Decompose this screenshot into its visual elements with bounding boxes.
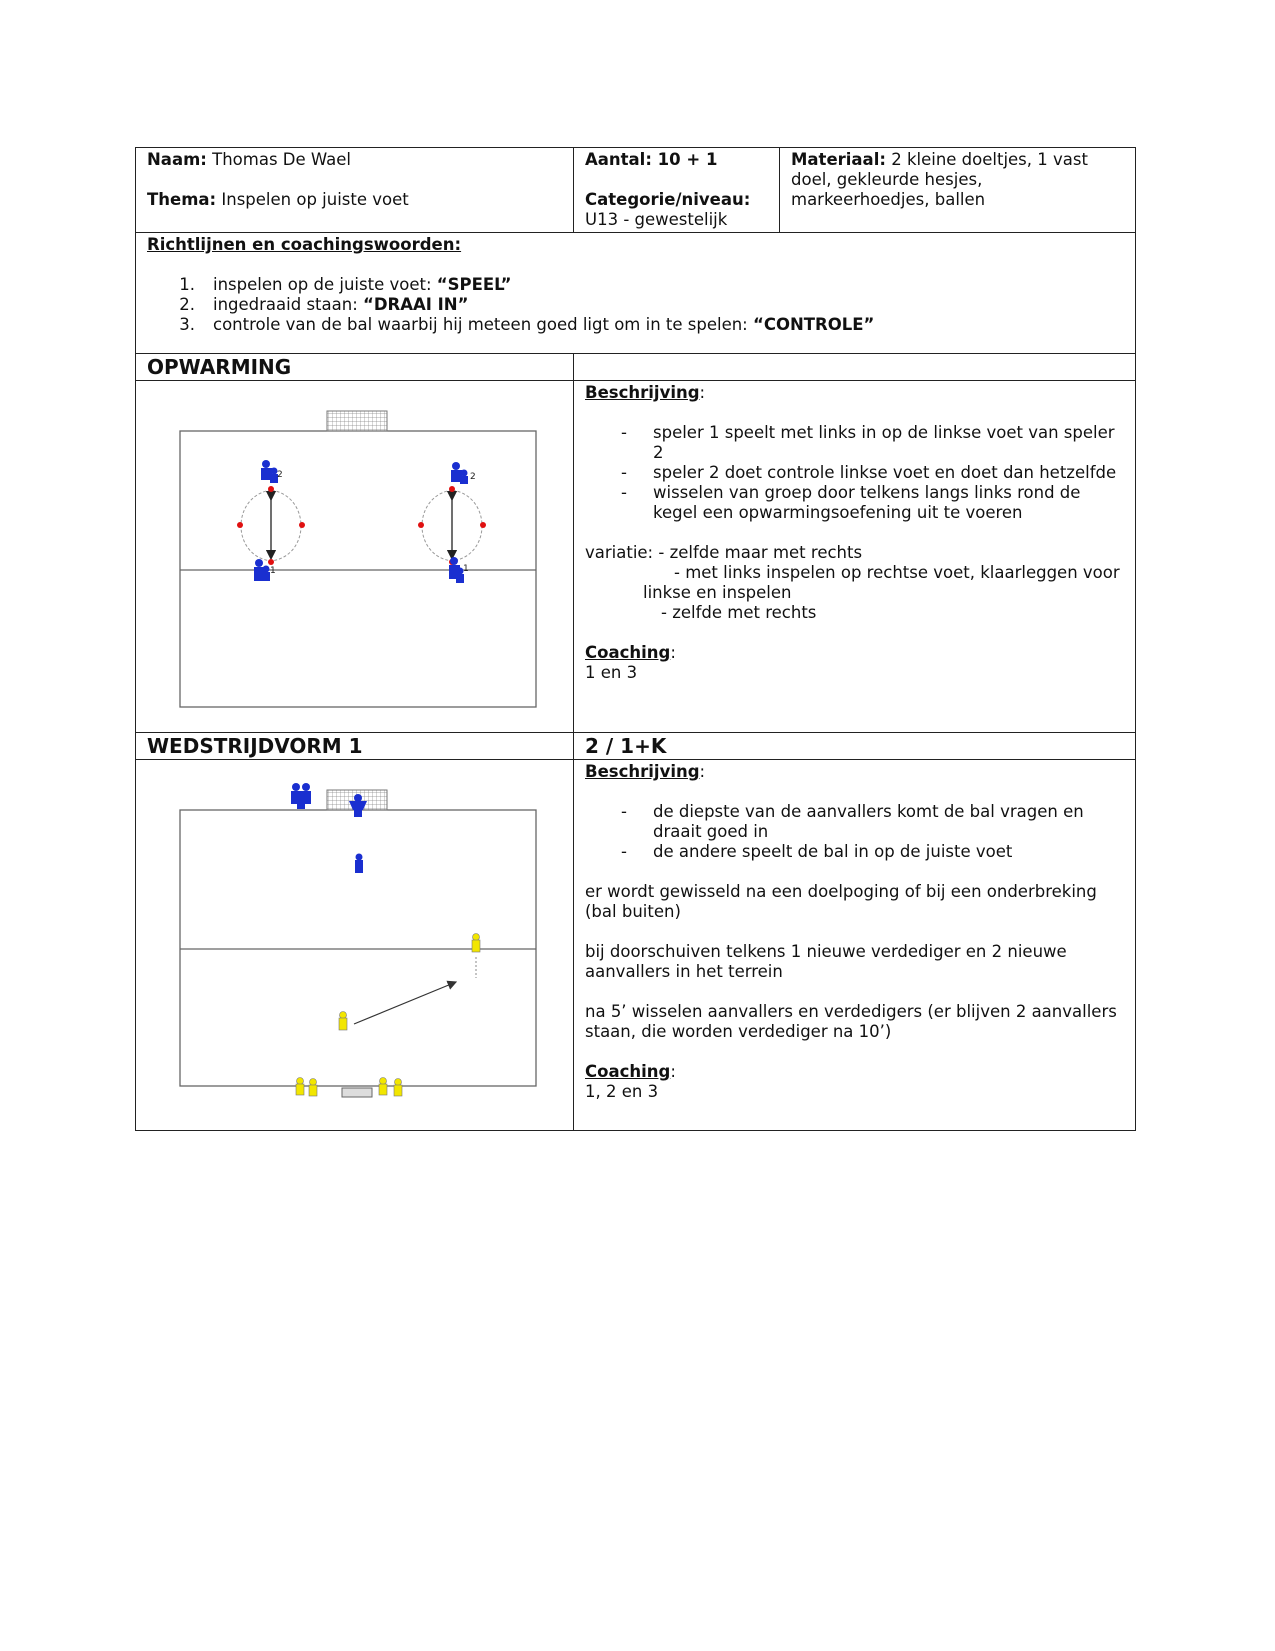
attacker-icon bbox=[472, 934, 480, 953]
naam-label: Naam: bbox=[147, 150, 207, 169]
list-item: - de andere speelt de bal in op de juiste voet bbox=[621, 842, 1013, 861]
cone-icon bbox=[449, 486, 455, 492]
match-pitch bbox=[180, 810, 536, 1086]
list-item: - speler 2 doet controle linkse voet en doet dan hetzelfde bbox=[621, 463, 1117, 482]
warmup-desc-list bbox=[585, 423, 1124, 523]
warmup-goal bbox=[327, 411, 387, 431]
match-desc-list bbox=[585, 802, 1124, 862]
warmup-diagram-cell bbox=[136, 381, 574, 733]
materiaal-label: Materiaal: bbox=[791, 150, 886, 169]
guidelines-title: Richtlijnen en coachingswoorden: bbox=[147, 235, 462, 254]
match-diagram-cell bbox=[136, 760, 574, 1131]
aantal-categorie-cell bbox=[574, 148, 780, 233]
warmup-coaching-label: Coaching bbox=[585, 643, 671, 662]
match-description-cell: Beschrijving: - de diepste van de aanvallers komt de bal vragen en draait goed in - de andere speelt de bal in op de juiste voet er wordt gewisseld na een doelpoging of bij een onderbreking (bal buiten) bij doorschuiven telkens 1 nieuwe verdediger en 2 nieuwe aanvallers in het terrein na 5’ wisselen aanvallers en verdedigers (er blijven 2 aanvallers staan, die worden verdediger na 10’) Coaching: 1, 2 en 3 bbox=[574, 760, 1136, 1131]
warmup-circuit-left bbox=[237, 460, 305, 581]
player-label-1: 1 bbox=[463, 564, 469, 574]
defender-icon bbox=[355, 854, 363, 874]
player-label-1: 1 bbox=[270, 566, 276, 576]
attacker-icon bbox=[339, 1012, 347, 1031]
guideline-item: 1. inspelen op de juiste voet: “SPEEL” bbox=[179, 275, 512, 294]
warmup-diagram bbox=[136, 381, 572, 727]
cone-icon bbox=[299, 522, 305, 528]
match-title: WEDSTRIJDVORM 1 bbox=[136, 733, 574, 760]
cone-icon bbox=[418, 522, 424, 528]
warmup-pitch bbox=[180, 431, 536, 707]
player-label-2: 2 bbox=[470, 472, 476, 482]
guidelines-cell bbox=[136, 233, 1136, 354]
warmup-description-cell: Beschrijving: - speler 1 speelt met links in op de linkse voet van speler 2 - speler 2 doet controle linkse voet en doet dan hetzelfde - wisselen van groep door telkens langs links rond de kegel een opwarmingsoefening uit te voeren variatie: - zelfde maar met rechts - met links inspelen op rechtse voet, klaarleggen voor linkse en inspelen - zelfde met rechts Coaching: 1 en 3 bbox=[574, 381, 1136, 733]
match-desc-label: Beschrijving bbox=[585, 762, 700, 781]
naam-thema-cell bbox=[136, 148, 574, 233]
match-paragraph: er wordt gewisseld na een doelpoging of bij een onderbreking (bal buiten) bbox=[585, 882, 1097, 921]
variatie-line: linkse en inspelen bbox=[643, 583, 792, 602]
cone-icon bbox=[268, 559, 274, 565]
guideline-keyword: “CONTROLE” bbox=[753, 315, 875, 334]
player-label-2: 2 bbox=[277, 470, 283, 480]
thema-value: Inspelen op juiste voet bbox=[221, 190, 409, 209]
guideline-item: 2. ingedraaid staan: “DRAAI IN” bbox=[179, 295, 469, 314]
variatie-line: - met links inspelen op rechtse voet, klaarleggen voor bbox=[674, 563, 1120, 582]
variatie-line: - zelfde met rechts bbox=[661, 603, 817, 622]
list-item: - speler 1 speelt met links in op de linkse voet van speler 2 bbox=[621, 423, 1115, 462]
match-paragraph: bij doorschuiven telkens 1 nieuwe verdediger en 2 nieuwe aanvallers in het terrein bbox=[585, 942, 1067, 981]
thema-label: Thema: bbox=[147, 190, 217, 209]
variatie-line: variatie: - zelfde maar met rechts bbox=[585, 543, 863, 562]
guideline-item: 3. controle van de bal waarbij hij meteen goed ligt om in te spelen: “CONTROLE” bbox=[179, 315, 875, 334]
match-coaching-value: 1, 2 en 3 bbox=[585, 1082, 659, 1101]
materiaal-cell bbox=[780, 148, 1136, 233]
training-sheet bbox=[135, 147, 1135, 1131]
waiting-players-blue bbox=[291, 783, 311, 809]
player-icon bbox=[449, 557, 464, 583]
small-goal bbox=[342, 1088, 372, 1097]
cone-icon bbox=[480, 522, 486, 528]
warmup-coaching-value: 1 en 3 bbox=[585, 663, 638, 682]
match-format: 2 / 1+K bbox=[574, 733, 1136, 760]
guidelines-list bbox=[147, 275, 1124, 335]
aantal-label: Aantal: 10 + 1 bbox=[585, 150, 718, 169]
cone-icon bbox=[237, 522, 243, 528]
guideline-keyword: “SPEEL” bbox=[436, 275, 512, 294]
guideline-keyword: “DRAAI IN” bbox=[363, 295, 469, 314]
match-coaching-label: Coaching bbox=[585, 1062, 671, 1081]
materiaal-value: 2 kleine doeltjes, 1 vast doel, gekleurde hesjes, markeerhoedjes, ballen bbox=[791, 150, 1088, 209]
player-icon bbox=[451, 462, 468, 484]
pass-arrow bbox=[354, 982, 456, 1024]
warmup-title-empty bbox=[574, 354, 1136, 381]
match-paragraph: na 5’ wisselen aanvallers en verdedigers (er blijven 2 aanvallers staan, die worden verdediger na 10’) bbox=[585, 1002, 1117, 1041]
categorie-value: U13 - gewestelijk bbox=[585, 210, 728, 229]
warmup-circuit-right bbox=[418, 462, 486, 583]
warmup-title: OPWARMING bbox=[136, 354, 574, 381]
match-diagram bbox=[136, 760, 572, 1125]
naam-value: Thomas De Wael bbox=[212, 150, 351, 169]
categorie-label: Categorie/niveau: bbox=[585, 190, 751, 209]
player-icon bbox=[254, 559, 270, 581]
training-table bbox=[135, 147, 1136, 1131]
cone-icon bbox=[268, 486, 274, 492]
player-icon bbox=[261, 460, 278, 483]
list-item: - wisselen van groep door telkens langs links rond de kegel een opwarmingsoefening uit te voeren bbox=[621, 483, 1081, 522]
warmup-desc-label: Beschrijving bbox=[585, 383, 700, 402]
list-item: - de diepste van de aanvallers komt de bal vragen en draait goed in bbox=[621, 802, 1084, 841]
